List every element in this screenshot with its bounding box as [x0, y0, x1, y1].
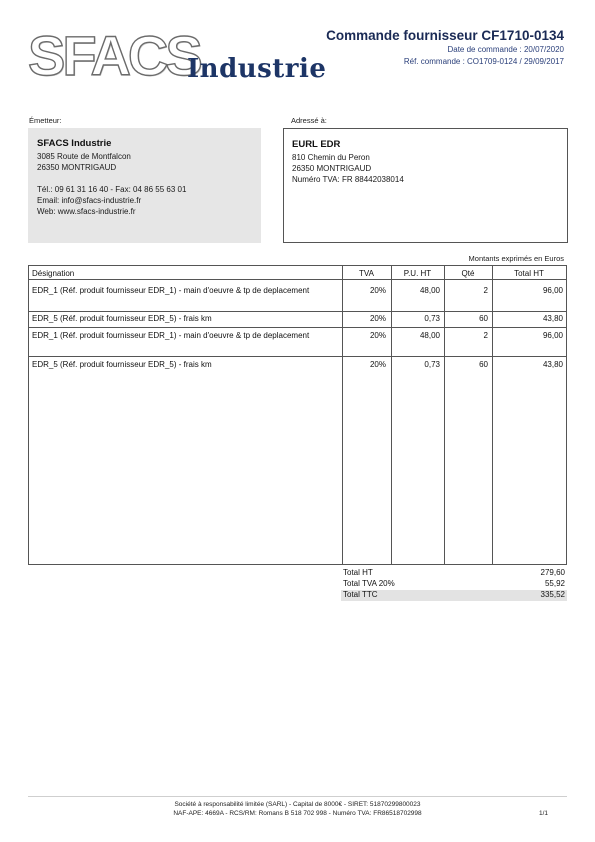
total-tva-label: Total TVA 20% [343, 579, 395, 588]
recipient-box [283, 128, 568, 243]
row-1-quantity: 2 [483, 286, 488, 295]
footer-divider [28, 796, 567, 797]
column-header-total: Total HT [514, 269, 544, 278]
row-1-total: 96,00 [542, 286, 563, 295]
footer-legal-line-2: NAF-APE: 4669A - RCS/RM: Romans B 518 702 998 - Numéro TVA: FR86518702998 [173, 810, 422, 817]
header-divider [29, 279, 566, 280]
emitter-website: Web: www.sfacs-industrie.fr [37, 207, 136, 216]
recipient-name: EURL EDR [292, 139, 341, 150]
emitter-label: Émetteur: [29, 116, 62, 125]
row-4-tva: 20% [369, 360, 386, 369]
total-tva-value: 55,92 [544, 579, 565, 588]
emitter-address-1: 3085 Route de Montfalcon [37, 152, 131, 161]
currency-note: Montants exprimés en Euros [468, 254, 564, 263]
row-3-tva: 20% [369, 331, 386, 340]
total-ttc-row [341, 590, 567, 601]
row-divider [29, 356, 566, 357]
row-3-quantity: 2 [483, 331, 488, 340]
column-header-designation: Désignation [32, 269, 75, 278]
order-reference: Réf. commande : CO1709-0124 / 29/09/2017 [403, 57, 564, 66]
row-4-designation: EDR_5 (Réf. produit fournisseur EDR_5) - frais km [32, 360, 212, 369]
total-tva-row [341, 579, 567, 590]
row-1-unit-price: 48,00 [419, 286, 440, 295]
total-ht-label: Total HT [343, 568, 373, 577]
row-2-tva: 20% [369, 314, 386, 323]
row-2-designation: EDR_5 (Réf. produit fournisseur EDR_5) - frais km [32, 314, 212, 323]
column-header-unit-price: P.U. HT [403, 269, 432, 278]
row-3-unit-price: 48,00 [419, 331, 440, 340]
total-ttc-value: 335,52 [540, 590, 565, 599]
emitter-email: Email: info@sfacs-industrie.fr [37, 196, 142, 205]
row-2-total: 43,80 [542, 314, 563, 323]
emitter-address-2: 26350 MONTRIGAUD [37, 163, 117, 172]
recipient-address-2: 26350 MONTRIGAUD [292, 164, 372, 173]
emitter-name: SFACS Industrie [37, 138, 112, 149]
total-ht-row [341, 568, 567, 579]
row-3-designation: EDR_1 (Réf. produit fournisseur EDR_1) - main d'oeuvre & tp de deplacement [32, 331, 310, 340]
row-1-designation: EDR_1 (Réf. produit fournisseur EDR_1) - main d'oeuvre & tp de deplacement [32, 286, 310, 295]
document-title: Commande fournisseur CF1710-0134 [326, 28, 564, 43]
row-4-unit-price: 0,73 [424, 360, 440, 369]
logo-wordmark: SFACS [28, 24, 200, 87]
emitter-phone: Tél.: 09 61 31 16 40 - Fax: 04 86 55 63 01 [37, 185, 187, 194]
page-number: 1/1 [538, 810, 548, 817]
column-header-quantity: Qté [461, 269, 475, 278]
company-logo [28, 24, 327, 88]
row-3-total: 96,00 [542, 331, 563, 340]
column-header-tva: TVA [359, 269, 374, 278]
order-lines-table [28, 265, 567, 565]
row-divider [29, 311, 566, 312]
recipient-vat: Numéro TVA: FR 88442038014 [292, 175, 404, 184]
footer-legal-line-1: Société à responsabilité limitée (SARL) - Capital de 8000€ - SIRET: 51870299800023 [174, 801, 421, 808]
total-ht-value: 279,60 [540, 568, 565, 577]
recipient-label: Adressé à: [291, 116, 327, 125]
logo-subtitle: Industrie [187, 54, 327, 84]
row-1-tva: 20% [369, 286, 386, 295]
row-2-unit-price: 0,73 [424, 314, 440, 323]
total-ttc-label: Total TTC [343, 590, 378, 599]
order-date: Date de commande : 20/07/2020 [447, 45, 564, 54]
row-4-quantity: 60 [479, 360, 488, 369]
row-divider [29, 327, 566, 328]
recipient-address-1: 810 Chemin du Peron [292, 153, 370, 162]
row-4-total: 43,80 [542, 360, 563, 369]
row-2-quantity: 60 [479, 314, 488, 323]
emitter-box [28, 128, 261, 243]
